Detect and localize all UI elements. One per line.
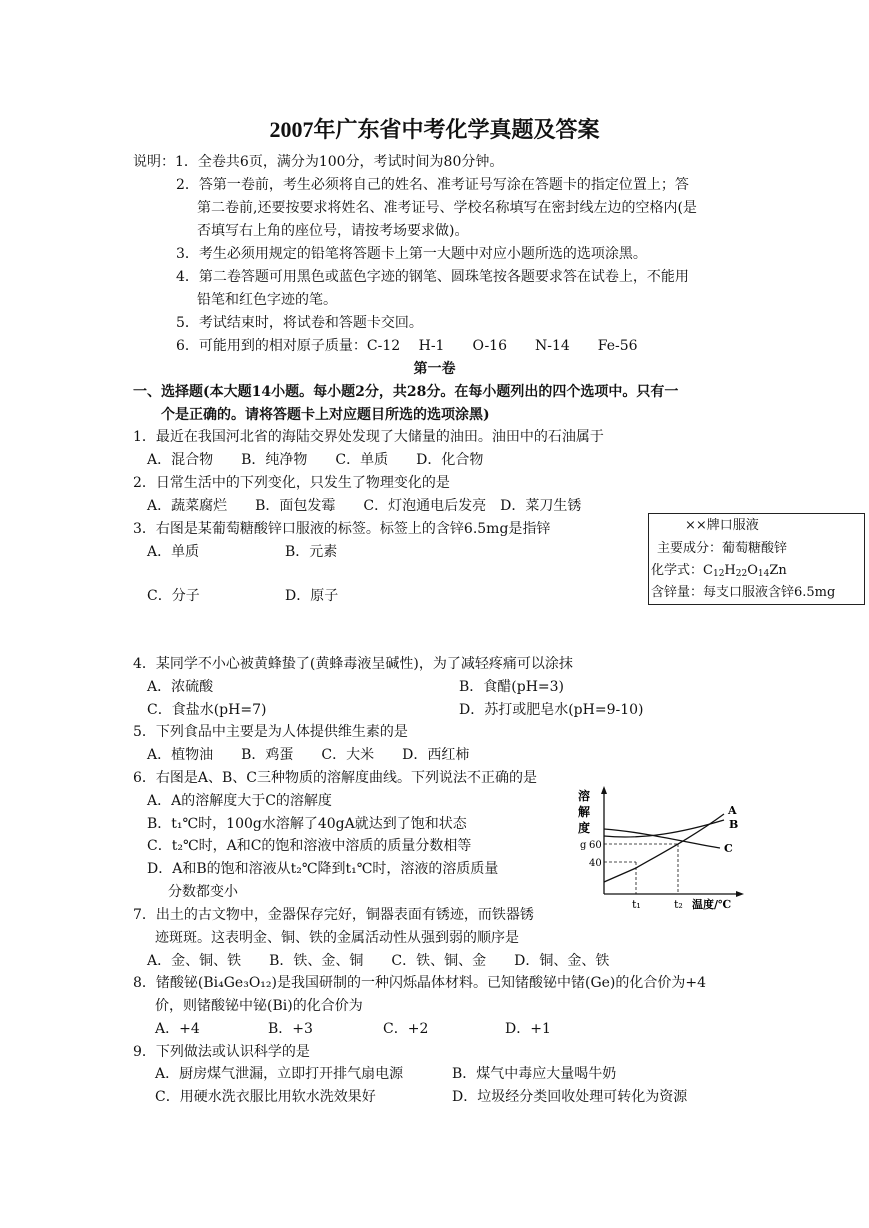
solubility-graph bbox=[574, 784, 746, 914]
x-tick-t2: t₂ bbox=[674, 898, 683, 911]
instruction-3: 3．考生必须用规定的铅笔将答题卡上第一大题中对应小题所选的选项涂黑。 bbox=[176, 246, 647, 262]
q8-stem-cont: 价，则锗酸铋中铋(Bi)的化合价为 bbox=[155, 998, 363, 1014]
q3-option-b: B．元素 bbox=[285, 544, 338, 560]
section-title: 第一卷 bbox=[413, 361, 456, 377]
y-label-1: 溶 bbox=[578, 789, 591, 803]
q3-stem: 3．右图是某葡萄糖酸锌口服液的标签。标签上的含锌6.5mg是指锌 bbox=[133, 521, 551, 537]
curve-c-label: C bbox=[724, 842, 733, 855]
q9-option-b: B．煤气中毒应大量喝牛奶 bbox=[452, 1066, 617, 1082]
q9-option-d: D．垃圾经分类回收处理可转化为资源 bbox=[452, 1089, 688, 1105]
q7-options: A．金、铜、铁 B．铁、金、铜 C．铁、铜、金 D．铜、金、铁 bbox=[147, 953, 610, 969]
x-axis-arrow bbox=[736, 891, 744, 897]
q6-option-c: C．t₂℃时，A和C的饱和溶液中溶质的质量分数相等 bbox=[147, 838, 472, 854]
y-unit: g bbox=[580, 840, 587, 851]
q8-option-a: A．+4 bbox=[155, 1021, 200, 1037]
instruction-2-cont2: 否填写右上角的座位号，请按考场要求做)。 bbox=[197, 223, 469, 239]
q6-option-a: A．A的溶解度大于C的溶解度 bbox=[147, 793, 332, 809]
q9-option-c: C．用硬水洗衣服比用软水洗效果好 bbox=[155, 1089, 376, 1105]
label-formula: 化学式：$C_{12}H_{22}O_{14}Zn$ bbox=[651, 563, 787, 579]
q4-option-c: C．食盐水(pH=7) bbox=[147, 702, 267, 718]
instruction-2-cont: 第二卷前,还要按要求将姓名、准考证号、学校名称填写在密封线左边的空格内(是 bbox=[197, 200, 697, 216]
q4-option-b: B．食醋(pH=3) bbox=[459, 679, 565, 695]
y-label-3: 度 bbox=[578, 821, 591, 835]
q3-option-a: A．单质 bbox=[147, 544, 200, 560]
label-zinc-content: 含锌量：每支口服液含锌6.5mg bbox=[651, 585, 836, 600]
label-brand: ××牌口服液 bbox=[685, 518, 759, 533]
x-tick-t1: t₁ bbox=[632, 898, 641, 911]
q4-option-a: A．浓硫酸 bbox=[147, 679, 214, 695]
instruction-5: 5．考试结束时，将试卷和答题卡交回。 bbox=[176, 315, 423, 331]
section-heading-cont: 个是正确的。请将答题卡上对应题目所选的选项涂黑) bbox=[161, 407, 490, 423]
q6-option-b: B．t₁℃时，100g水溶解了40gA就达到了饱和状态 bbox=[147, 816, 467, 832]
instruction-1: 说明：1．全卷共6页，满分为100分，考试时间为80分钟。 bbox=[133, 154, 504, 170]
instruction-6: 6．可能用到的相对原子质量：C-12 H-1 O-16 N-14 Fe-56 bbox=[176, 338, 638, 354]
q5-stem: 5．下列食品中主要是为人体提供维生素的是 bbox=[133, 724, 408, 740]
q7-stem-cont: 迹斑斑。这表明金、铜、铁的金属活动性从强到弱的顺序是 bbox=[155, 930, 519, 946]
q4-stem: 4．某同学不小心被黄蜂蛰了(黄蜂毒液呈碱性)，为了减轻疼痛可以涂抹 bbox=[133, 656, 573, 672]
y-axis-arrow bbox=[601, 786, 607, 794]
x-label: 温度/℃ bbox=[692, 898, 732, 911]
y-tick-60: 60 bbox=[589, 840, 602, 851]
q4-option-d: D．苏打或肥皂水(pH=9-10) bbox=[459, 702, 644, 718]
q6-option-d-cont: 分数都变小 bbox=[168, 884, 238, 900]
q6-stem: 6．右图是A、B、C三种物质的溶解度曲线。下列说法不正确的是 bbox=[133, 770, 538, 786]
label-ingredient: 主要成分：葡萄糖酸锌 bbox=[657, 541, 788, 556]
y-label-2: 解 bbox=[578, 805, 591, 819]
q7-stem: 7．出土的古文物中，金器保存完好，铜器表面有锈迹，而铁器锈 bbox=[133, 907, 534, 923]
instruction-2: 2．答第一卷前，考生必须将自己的姓名、准考证号写涂在答题卡的指定位置上；答 bbox=[176, 177, 689, 193]
q8-option-d: D．+1 bbox=[505, 1021, 551, 1037]
y-tick-40: 40 bbox=[589, 858, 602, 869]
curve-a-label: A bbox=[728, 804, 737, 817]
instruction-4-cont: 铅笔和红色字迹的笔。 bbox=[197, 292, 337, 308]
q6-option-d: D．A和B的饱和溶液从t₂℃降到t₁℃时，溶液的溶质质量 bbox=[147, 861, 499, 877]
q5-options: A．植物油 B．鸡蛋 C．大米 D．西红柿 bbox=[147, 747, 470, 763]
curve-a bbox=[604, 814, 724, 882]
page-title: 2007年广东省中考化学真题及答案 bbox=[269, 117, 600, 142]
section-heading: 一、选择题(本大题14小题。每小题2分，共28分。在每小题列出的四个选项中。只有一 bbox=[133, 384, 679, 400]
q8-option-b: B．+3 bbox=[268, 1021, 313, 1037]
curve-c bbox=[604, 829, 720, 848]
q8-option-c: C．+2 bbox=[383, 1021, 429, 1037]
medicine-label bbox=[648, 513, 865, 605]
q3-option-d: D．原子 bbox=[285, 588, 339, 604]
instruction-4: 4．第二卷答题可用黑色或蓝色字迹的钢笔、圆珠笔按各题要求答在试卷上，不能用 bbox=[176, 269, 689, 285]
q9-option-a: A．厨房煤气泄漏，立即打开排气扇电源 bbox=[155, 1066, 404, 1082]
curve-b-label: B bbox=[729, 818, 739, 831]
q8-stem: 8．锗酸铋(Bi₄Ge₃O₁₂)是我国研制的一种闪烁晶体材料。已知锗酸铋中锗(Ge)的化合价为+4 bbox=[133, 975, 707, 991]
q1-options: A．混合物 B．纯净物 C．单质 D．化合物 bbox=[147, 452, 484, 468]
curve-b bbox=[604, 820, 724, 837]
q2-options: A．蔬菜腐烂 B．面包发霉 C．灯泡通电后发亮 D．菜刀生锈 bbox=[147, 498, 582, 514]
q9-stem: 9．下列做法或认识科学的是 bbox=[133, 1044, 310, 1060]
q2-stem: 2．日常生活中的下列变化，只发生了物理变化的是 bbox=[133, 475, 450, 491]
q3-option-c: C．分子 bbox=[147, 588, 200, 604]
q1-stem: 1．最近在我国河北省的海陆交界处发现了大储量的油田。油田中的石油属于 bbox=[133, 429, 604, 445]
